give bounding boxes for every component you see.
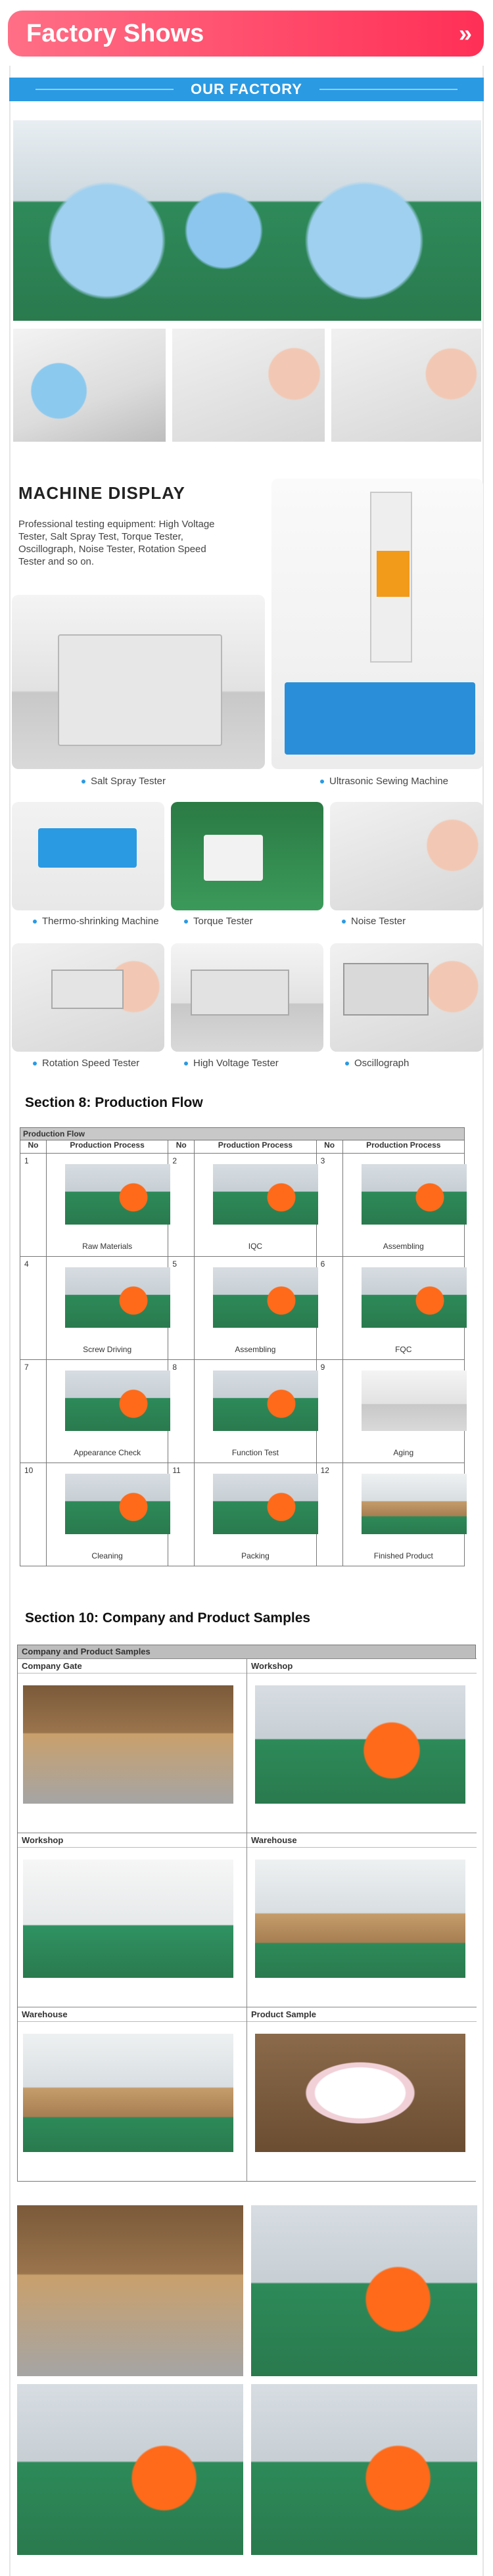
production-line-photo-1 bbox=[17, 2384, 243, 2555]
step-cell bbox=[342, 1463, 464, 1566]
step-cell bbox=[46, 1154, 168, 1257]
step-no: 9 bbox=[316, 1360, 342, 1463]
caption-rotation: Rotation Speed Tester bbox=[33, 1058, 139, 1069]
torque-tester-photo bbox=[171, 802, 323, 910]
worker-photo-2 bbox=[172, 329, 325, 442]
step-label: Finished Product bbox=[373, 1551, 433, 1560]
step-cell bbox=[342, 1360, 464, 1463]
noise-tester-photo bbox=[330, 802, 483, 910]
step-cell bbox=[195, 1360, 316, 1463]
caption-thermo: Thermo-shrinking Machine bbox=[33, 916, 159, 927]
step-label: Appearance Check bbox=[74, 1448, 141, 1457]
step-label: IQC bbox=[248, 1242, 263, 1251]
step-photo bbox=[65, 1267, 170, 1328]
production-flow-table-title: Production Flow bbox=[20, 1128, 465, 1140]
production-flow-table bbox=[20, 1127, 465, 1566]
col-process: Production Process bbox=[46, 1140, 168, 1154]
sample-label: Company Gate bbox=[18, 1659, 246, 1674]
step-label: Assembling bbox=[383, 1242, 424, 1251]
caption-high-voltage: High Voltage Tester bbox=[184, 1058, 279, 1069]
sample-cell bbox=[247, 1658, 477, 1833]
machine-display-description: Professional testing equipment: High Voltage Tester, Salt Spray Test, Torque Tester, Oscillograph, Noise Tester, Rotation Speed Tester and so on. bbox=[18, 519, 215, 567]
step-photo bbox=[362, 1474, 467, 1534]
step-label: Packing bbox=[241, 1551, 270, 1560]
step-no: 1 bbox=[20, 1154, 47, 1257]
sample-label: Product Sample bbox=[247, 2007, 477, 2022]
caption-oscillograph: Oscillograph bbox=[345, 1058, 409, 1069]
sample-label: Warehouse bbox=[247, 1833, 477, 1848]
step-label: FQC bbox=[395, 1345, 412, 1354]
step-no: 6 bbox=[316, 1257, 342, 1360]
step-no: 5 bbox=[168, 1257, 195, 1360]
company-entrance-photo bbox=[17, 2205, 243, 2376]
sample-label: Workshop bbox=[18, 1833, 246, 1848]
step-label: Cleaning bbox=[91, 1551, 123, 1560]
sample-label: Warehouse bbox=[18, 2007, 246, 2022]
step-no: 3 bbox=[316, 1154, 342, 1257]
office-team-photo bbox=[251, 2205, 477, 2376]
ultrasonic-sewing-machine-photo bbox=[271, 479, 483, 769]
sample-cell bbox=[18, 1833, 247, 2007]
our-factory-banner: OUR FACTORY bbox=[9, 78, 484, 101]
step-no: 11 bbox=[168, 1463, 195, 1566]
workshop-photo bbox=[23, 1860, 233, 1978]
header-title: Factory Shows bbox=[26, 19, 204, 47]
company-gate-photo bbox=[23, 1685, 233, 1804]
step-label: Screw Driving bbox=[83, 1345, 132, 1354]
col-process: Production Process bbox=[342, 1140, 464, 1154]
col-process: Production Process bbox=[195, 1140, 316, 1154]
workshop-photo bbox=[255, 1685, 465, 1804]
step-cell bbox=[46, 1360, 168, 1463]
step-photo bbox=[362, 1370, 467, 1431]
step-photo bbox=[362, 1267, 467, 1328]
step-cell bbox=[46, 1257, 168, 1360]
warehouse-photo bbox=[23, 2034, 233, 2152]
step-photo bbox=[213, 1474, 318, 1534]
section10-title: Section 10: Company and Product Samples bbox=[25, 1610, 311, 1626]
caption-salt-spray: Salt Spray Tester bbox=[82, 776, 166, 787]
caption-torque: Torque Tester bbox=[184, 916, 253, 927]
step-label: Raw Materials bbox=[82, 1242, 133, 1251]
oscillograph-photo bbox=[330, 943, 483, 1052]
step-label: Aging bbox=[393, 1448, 414, 1457]
section8-title: Section 8: Production Flow bbox=[25, 1095, 203, 1110]
step-cell bbox=[195, 1257, 316, 1360]
step-photo bbox=[65, 1474, 170, 1534]
high-voltage-tester-photo bbox=[171, 943, 323, 1052]
step-no: 10 bbox=[20, 1463, 47, 1566]
step-label: Function Test bbox=[231, 1448, 279, 1457]
caption-ultrasonic: Ultrasonic Sewing Machine bbox=[320, 776, 448, 787]
step-label: Assembling bbox=[235, 1345, 276, 1354]
step-cell bbox=[342, 1154, 464, 1257]
product-sample-photo bbox=[255, 2034, 465, 2152]
step-no: 8 bbox=[168, 1360, 195, 1463]
step-no: 12 bbox=[316, 1463, 342, 1566]
caption-noise: Noise Tester bbox=[342, 916, 406, 927]
step-cell bbox=[46, 1463, 168, 1566]
sample-label: Workshop bbox=[247, 1659, 477, 1674]
salt-spray-tester-photo bbox=[12, 595, 265, 769]
col-no: No bbox=[168, 1140, 195, 1154]
sample-cell bbox=[18, 2007, 247, 2181]
sample-cell bbox=[247, 1833, 477, 2007]
worker-photo-3 bbox=[331, 329, 481, 442]
production-line-photo-2 bbox=[251, 2384, 477, 2555]
company-samples-table bbox=[17, 1645, 476, 2182]
step-no: 7 bbox=[20, 1360, 47, 1463]
step-photo bbox=[213, 1267, 318, 1328]
rotation-speed-tester-photo bbox=[12, 943, 164, 1052]
sample-cell bbox=[18, 1658, 247, 1833]
thermo-shrinking-machine-photo bbox=[12, 802, 164, 910]
step-photo bbox=[65, 1164, 170, 1225]
step-photo bbox=[213, 1164, 318, 1225]
step-photo bbox=[362, 1164, 467, 1225]
step-cell bbox=[342, 1257, 464, 1360]
col-no: No bbox=[20, 1140, 47, 1154]
factory-floor-photo bbox=[13, 120, 481, 321]
step-photo bbox=[65, 1370, 170, 1431]
step-no: 4 bbox=[20, 1257, 47, 1360]
worker-photo-1 bbox=[13, 329, 166, 442]
machine-display-title: MACHINE DISPLAY bbox=[18, 483, 185, 503]
step-photo bbox=[213, 1370, 318, 1431]
step-cell bbox=[195, 1154, 316, 1257]
col-no: No bbox=[316, 1140, 342, 1154]
company-samples-table-title: Company and Product Samples bbox=[18, 1645, 475, 1658]
double-chevron-right-icon[interactable]: » bbox=[458, 20, 467, 47]
step-cell bbox=[195, 1463, 316, 1566]
factory-shows-header bbox=[8, 11, 484, 57]
sample-cell bbox=[247, 2007, 477, 2181]
step-no: 2 bbox=[168, 1154, 195, 1257]
warehouse-photo bbox=[255, 1860, 465, 1978]
